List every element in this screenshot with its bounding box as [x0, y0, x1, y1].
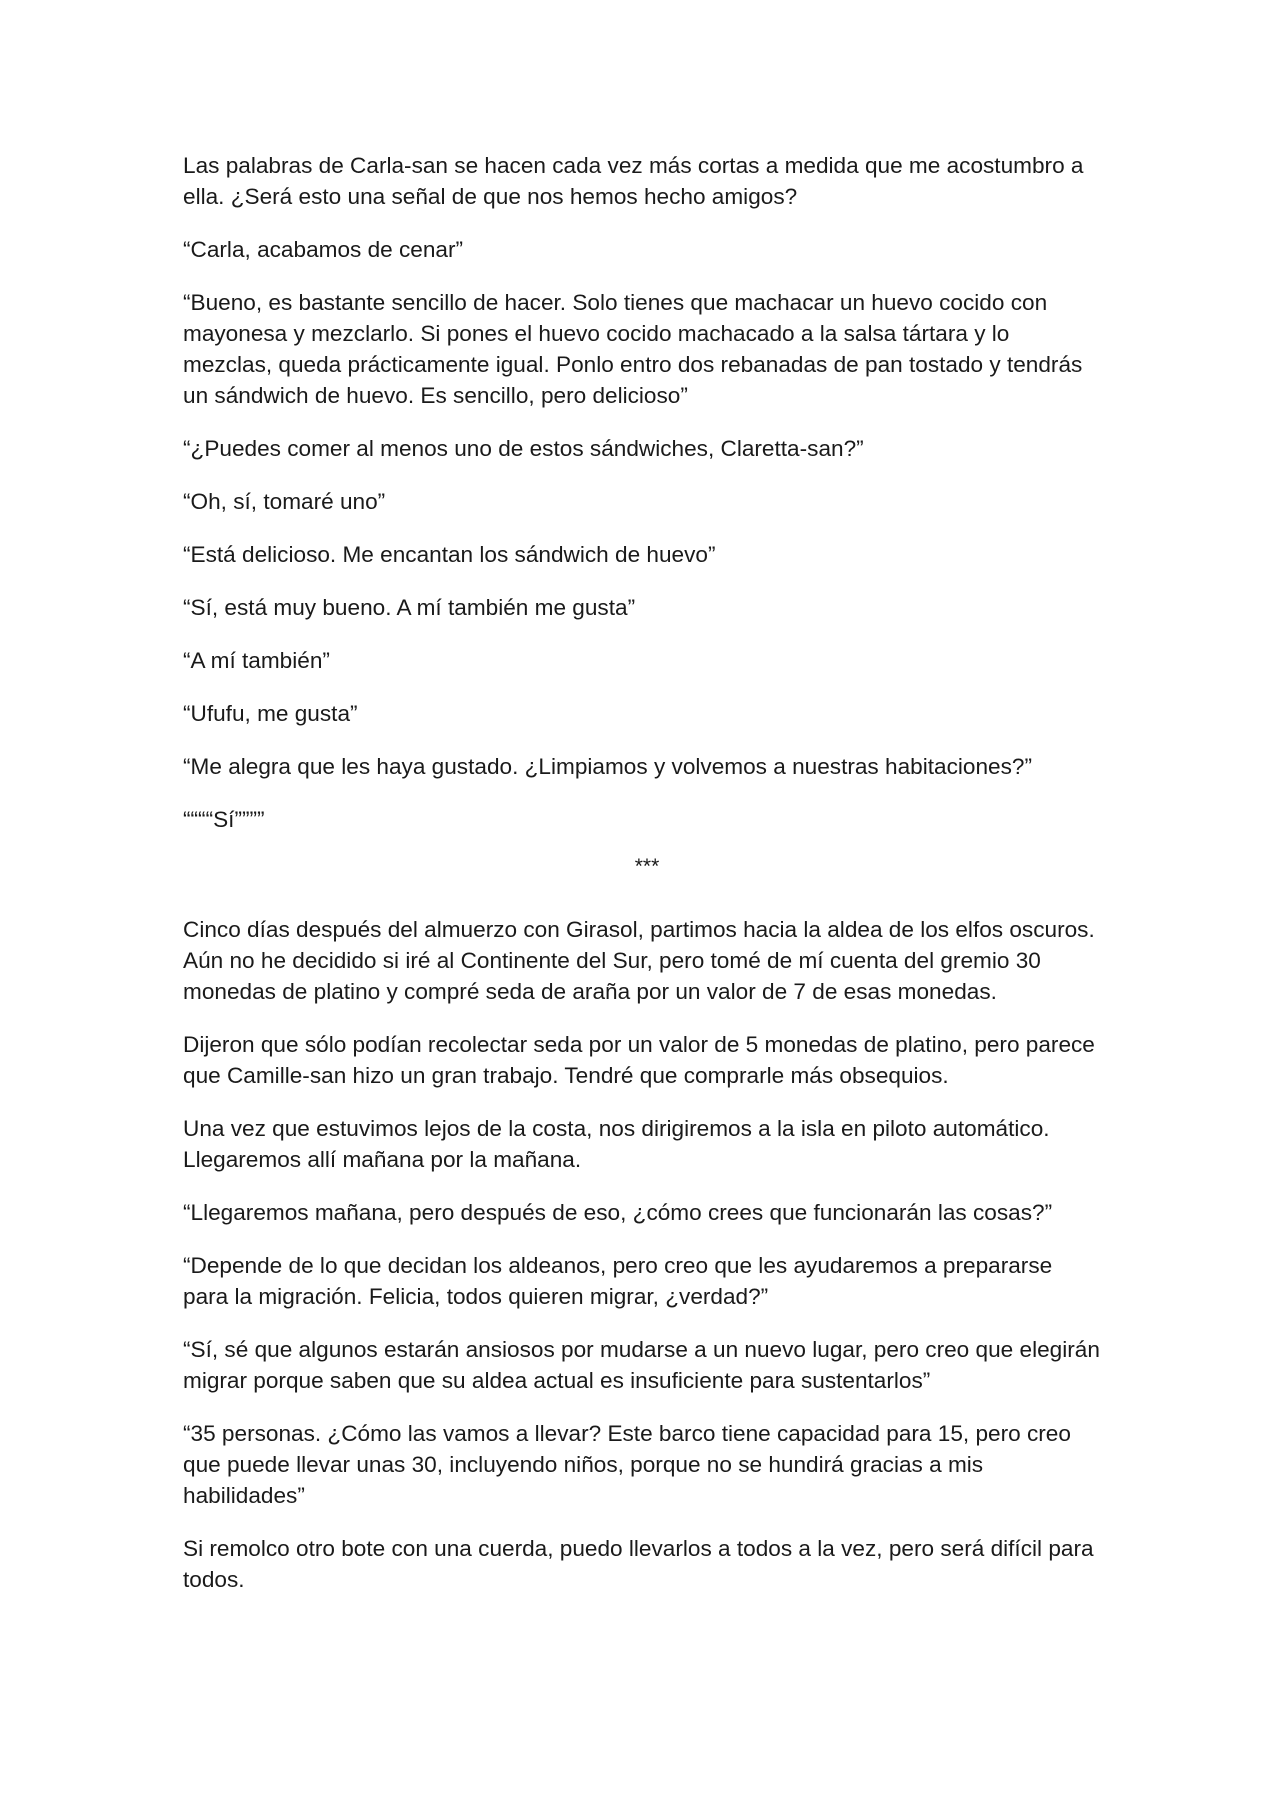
paragraph: “35 personas. ¿Cómo las vamos a llevar? Este barco tiene capacidad para 15, pero creo que puede llevar unas 30, incluyendo niños, porque no se hundirá gracias a mis habilidades” [183, 1421, 1071, 1508]
paragraph: “Sí, sé que algunos estarán ansiosos por mudarse a un nuevo lugar, pero creo que elegirán migrar porque saben que su aldea actual es insuficiente para sustentarlos” [183, 1337, 1100, 1393]
paragraph: Dijeron que sólo podían recolectar seda por un valor de 5 monedas de platino, pero parece que Camille-san hizo un gran trabajo. Tendré que comprarle más obsequios. [183, 1032, 1095, 1088]
paragraph: “Carla, acabamos de cenar” [183, 237, 464, 262]
paragraph: ““““Sí”””” [183, 807, 265, 832]
paragraph: “¿Puedes comer al menos uno de estos sándwiches, Claretta-san?” [183, 436, 864, 461]
paragraph: “A mí también” [183, 648, 330, 673]
paragraph: “Depende de lo que decidan los aldeanos, pero creo que les ayudaremos a prepararse para la migración. Felicia, todos quieren migrar, ¿verdad?” [183, 1253, 1053, 1309]
paragraph: “Está delicioso. Me encantan los sándwich de huevo” [183, 542, 716, 567]
paragraph: “Oh, sí, tomaré uno” [183, 489, 386, 514]
paragraph: Una vez que estuvimos lejos de la costa, nos dirigiremos a la isla en piloto automático. Llegaremos allí mañana por la mañana. [183, 1116, 1050, 1172]
paragraph: “Ufufu, me gusta” [183, 701, 358, 726]
scene-separator: *** [634, 855, 660, 878]
paragraph: “Me alegra que les haya gustado. ¿Limpiamos y volvemos a nuestras habitaciones?” [183, 754, 1032, 779]
paragraph: “Sí, está muy bueno. A mí también me gusta” [183, 595, 636, 620]
paragraph: Las palabras de Carla-san se hacen cada vez más cortas a medida que me acostumbro a ella. ¿Será esto una señal de que nos hemos hecho amigos? [183, 153, 1084, 209]
document-page [183, 150, 1103, 1617]
paragraph: “Llegaremos mañana, pero después de eso, ¿cómo crees que funcionarán las cosas?” [183, 1200, 1053, 1225]
paragraph: “Bueno, es bastante sencillo de hacer. Solo tienes que machacar un huevo cocido con mayonesa y mezclarlo. Si pones el huevo cocido machacado a la salsa tártara y lo mezclas, queda prácticamente igual. Ponlo entro dos rebanadas de pan tostado y tendrás un sándwich de huevo. Es sencillo, pero delicioso” [183, 290, 1083, 408]
paragraph: Cinco días después del almuerzo con Girasol, partimos hacia la aldea de los elfos oscuros. Aún no he decidido si iré al Continente del Sur, pero tomé de mí cuenta del gremio 30 monedas de platino y compré seda de araña por un valor de 7 de esas monedas. [183, 917, 1095, 1004]
paragraph: Si remolco otro bote con una cuerda, puedo llevarlos a todos a la vez, pero será difícil para todos. [183, 1536, 1094, 1592]
